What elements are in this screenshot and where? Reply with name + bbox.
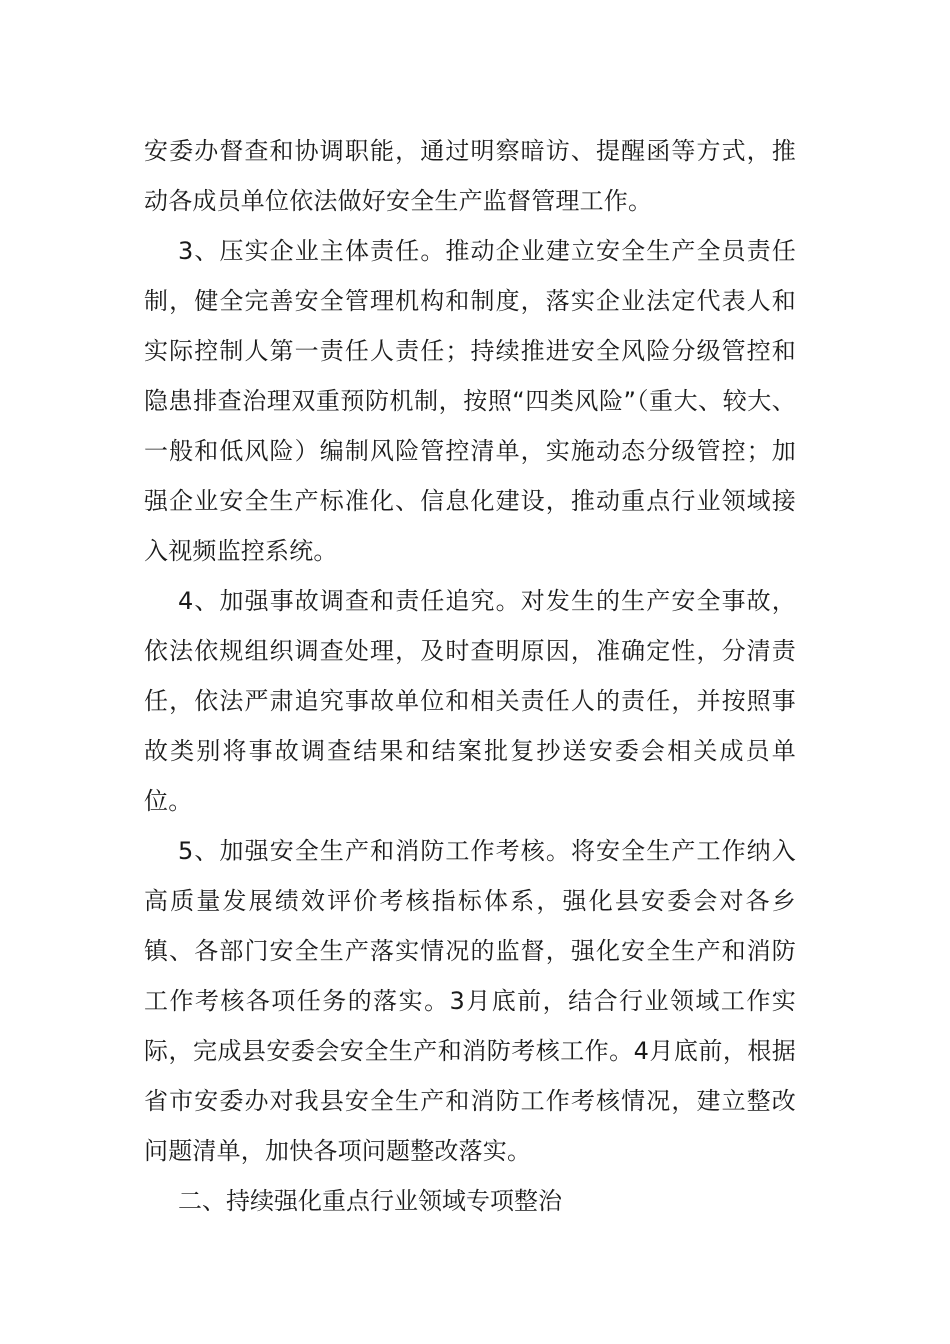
paragraph-continuation: 安委办督查和协调职能，通过明察暗访、提醒函等方式，推动各成员单位依法做好安全生产监督管理工作。 — [144, 137, 796, 215]
paragraph-item-3: 3、压实企业主体责任。推动企业建立安全生产全员责任制，健全完善安全管理机构和制度，落实企业法定代表人和实际控制人第一责任人责任；持续推进安全风险分级管控和隐患排查治理双重预防机制，按照“四类风险”（重大、较大、一般和低风险）编制风险管控清单，实施动态分级管控；加强企业安全生产标准化、信息化建设，推动重点行业领域接入视频监控系统。 — [144, 237, 796, 565]
paragraph-item-5: 5、加强安全生产和消防工作考核。将安全生产工作纳入高质量发展绩效评价考核指标体系，强化县安委会对各乡镇、各部门安全生产落实情况的监督，强化安全生产和消防工作考核各项任务的落实。3月底前，结合行业领域工作实际，完成县安委会安全生产和消防考核工作。4月底前，根据省市安委办对我县安全生产和消防工作考核情况，建立整改问题清单，加快各项问题整改落实。 — [144, 837, 796, 1165]
paragraph-item-4: 4、加强事故调查和责任追究。对发生的生产安全事故，依法依规组织调查处理，及时查明原因，准确定性，分清责任，依法严肃追究事故单位和相关责任人的责任，并按照事故类别将事故调查结果和结案批复抄送安委会相关成员单位。 — [144, 587, 796, 815]
section-heading: 二、持续强化重点行业领域专项整治 — [178, 1187, 562, 1215]
document-body — [144, 126, 796, 1226]
